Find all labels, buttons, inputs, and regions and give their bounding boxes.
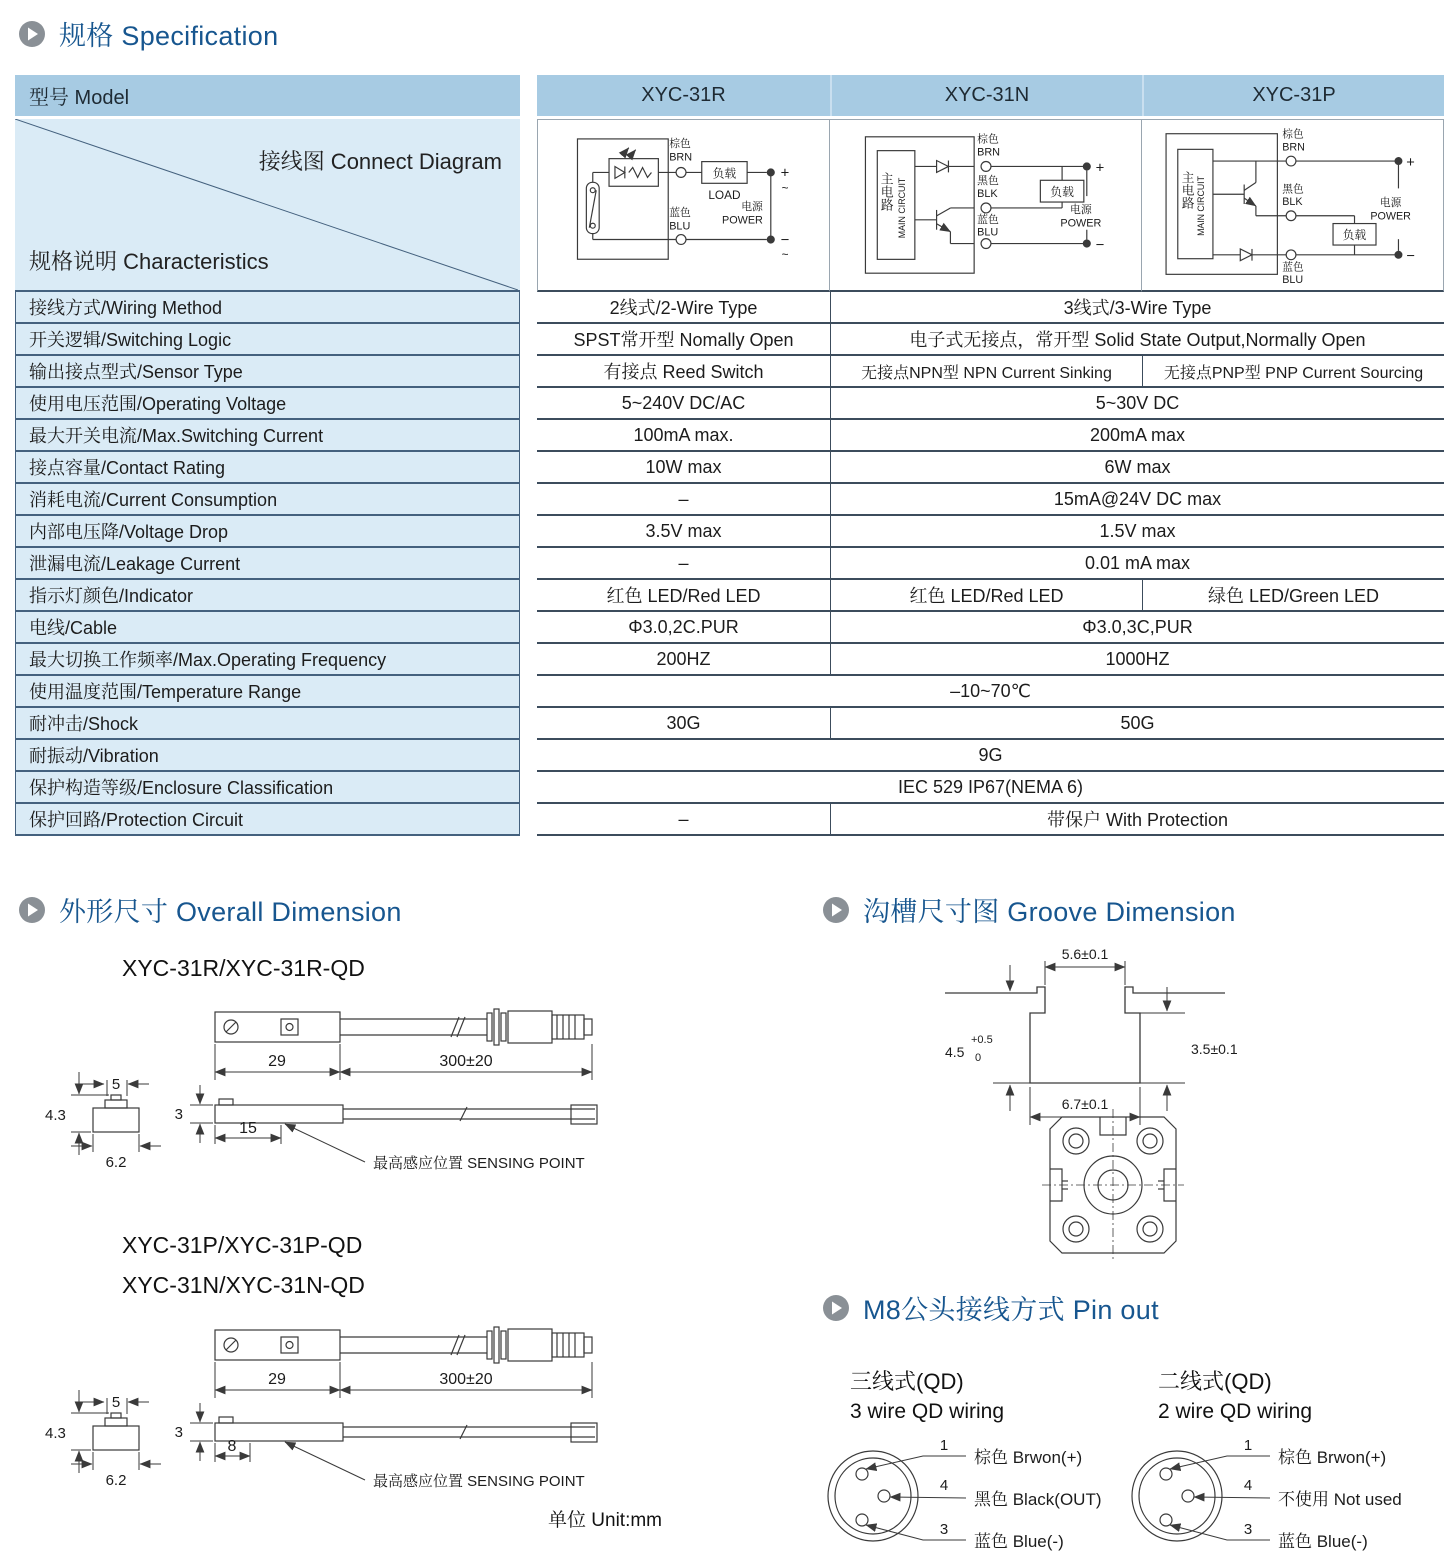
overall-model-p-label: XYC-31P/XYC-31P-QD	[122, 1232, 363, 1258]
spec-row	[15, 548, 1444, 580]
value-cell: 50G	[830, 708, 1444, 740]
value-cell: –	[537, 548, 830, 580]
value-cell: 5~30V DC	[830, 388, 1444, 420]
power-cn: 电源	[740, 200, 763, 213]
spec-table	[15, 75, 1444, 836]
column-gap	[520, 452, 537, 484]
groove-section-title: 沟槽尺寸图 Groove Dimension	[863, 897, 1236, 927]
column-gap	[520, 119, 537, 292]
value-cell: IEC 529 IP67(NEMA 6)	[537, 772, 1444, 804]
value-cell: 30G	[537, 708, 830, 740]
value-cell: 6W max	[830, 452, 1444, 484]
wire-brn-en: BRN	[668, 151, 692, 164]
diagram-cell-r	[537, 119, 830, 292]
dim-body-length: 29	[268, 1371, 286, 1388]
value-cell: –10~70℃	[537, 676, 1444, 708]
column-gap	[520, 516, 537, 548]
spec-section-title: 规格 Specification	[59, 21, 279, 51]
pin-number: 1	[1243, 1437, 1253, 1454]
column-gap	[520, 388, 537, 420]
row-label: 耐冲击/Shock	[15, 708, 520, 740]
wire-blu-cn: 蓝色	[976, 213, 999, 226]
value-cell: –	[537, 484, 830, 516]
diagonal-top-label: 接线图 Connect Diagram	[258, 149, 502, 174]
value-cell: Φ3.0,2C.PUR	[537, 612, 830, 644]
model-name-xyc31n: XYC-31N	[830, 75, 1142, 116]
dim-sensing-offset: 8	[227, 1438, 237, 1455]
spec-row	[15, 324, 1444, 356]
play-icon	[18, 20, 46, 48]
model-name-xyc31r: XYC-31R	[537, 75, 830, 116]
dim-base-width: 6.2	[105, 1472, 127, 1489]
connect-diagram-xyc31n	[836, 121, 1136, 289]
value-cell: 200HZ	[537, 644, 830, 676]
column-gap	[520, 420, 537, 452]
connect-diagram-xyc31r	[540, 121, 828, 289]
row-label: 电线/Cable	[15, 612, 520, 644]
play-icon	[18, 896, 46, 924]
value-cell: 200mA max	[830, 420, 1444, 452]
dim-height: 4.3	[45, 1425, 66, 1442]
row-label: 指示灯颜色/Indicator	[15, 580, 520, 612]
pinout-section-title: M8公头接线方式 Pin out	[863, 1295, 1159, 1325]
spec-row	[15, 356, 1444, 388]
value-cell: 无接点NPN型 NPN Current Sinking	[830, 356, 1142, 388]
overall-model-n-label: XYC-31N/XYC-31N-QD	[122, 1272, 365, 1298]
spec-row	[15, 292, 1444, 324]
pin-label: 蓝色 Blue(-)	[1278, 1532, 1368, 1551]
value-cell: 1.5V max	[830, 516, 1444, 548]
column-gap	[520, 676, 537, 708]
spec-row	[15, 452, 1444, 484]
value-cell: Φ3.0,3C,PUR	[830, 612, 1444, 644]
column-gap	[520, 772, 537, 804]
value-cell: 2线式/2-Wire Type	[537, 292, 830, 324]
diagram-cell-p	[1142, 119, 1444, 292]
value-cell: 15mA@24V DC max	[830, 484, 1444, 516]
column-gap	[520, 548, 537, 580]
dim-thickness: 3	[174, 1106, 183, 1123]
power-en: POWER	[721, 214, 763, 227]
wire-brn-cn: 棕色	[1281, 128, 1304, 141]
pinout-section-header	[822, 1288, 1159, 1327]
dimension-drawing-xyc31r	[35, 1000, 655, 1200]
model-header-cell: 型号 Model	[15, 75, 520, 116]
column-gap	[520, 612, 537, 644]
value-cell: 1000HZ	[830, 644, 1444, 676]
row-label: 使用电压范围/Operating Voltage	[15, 388, 520, 420]
dim-cable-length: 300±20	[439, 1371, 493, 1388]
overall-section-title: 外形尺寸 Overall Dimension	[59, 897, 402, 927]
value-cell: 有接点 Reed Switch	[537, 356, 830, 388]
column-gap	[520, 644, 537, 676]
pinout-2wire-title-en: 2 wire QD wiring	[1158, 1400, 1313, 1423]
main-circuit-cn: 主电路	[1179, 170, 1194, 209]
main-circuit-en: MAIN CIRCUIT	[896, 177, 907, 239]
unit-note: 单位 Unit:mm	[548, 1510, 663, 1531]
power-cn: 电源	[1069, 203, 1092, 216]
column-gap	[520, 75, 537, 116]
minus-sign: −	[780, 232, 789, 249]
pin-label: 不使用 Not used	[1278, 1490, 1402, 1509]
pin-number: 4	[939, 1477, 949, 1494]
value-cell: 5~240V DC/AC	[537, 388, 830, 420]
row-label: 最大切换工作频率/Max.Operating Frequency	[15, 644, 520, 676]
minus-sign: −	[1095, 237, 1104, 254]
spec-row	[15, 580, 1444, 612]
main-circuit-en: MAIN CIRCUIT	[1195, 176, 1206, 236]
column-gap	[520, 356, 537, 388]
column-gap	[520, 292, 537, 324]
pinout-3wire-title-en: 3 wire QD wiring	[850, 1400, 1005, 1423]
pin-label: 蓝色 Blue(-)	[974, 1532, 1064, 1551]
dim-thickness: 3	[174, 1424, 183, 1441]
dimension-drawing-xyc31pn	[35, 1318, 655, 1518]
column-gap	[520, 804, 537, 836]
row-label: 内部电压降/Voltage Drop	[15, 516, 520, 548]
spec-section-header	[18, 14, 278, 53]
cylinder-face-drawing	[1038, 1105, 1188, 1265]
value-cell: 3线式/3-Wire Type	[830, 292, 1444, 324]
column-gap	[520, 580, 537, 612]
spec-row	[15, 516, 1444, 548]
groove-depth-tol-zero: 0	[975, 1052, 982, 1064]
wire-blk-cn: 黑色	[1281, 183, 1304, 196]
load-cn: 负载	[712, 166, 736, 181]
model-name-xyc31p: XYC-31P	[1142, 75, 1444, 116]
spec-row	[15, 388, 1444, 420]
pin-number: 1	[939, 1437, 949, 1454]
minus-sign: −	[1405, 248, 1415, 265]
connect-diagram-xyc31p	[1145, 122, 1441, 288]
load-en: LOAD	[707, 188, 741, 203]
groove-bottom-width: 6.7±0.1	[1061, 1096, 1109, 1112]
row-label: 接线方式/Wiring Method	[15, 292, 520, 324]
plus-sign: +	[1405, 154, 1415, 171]
pin-label: 棕色 Brwon(+)	[974, 1448, 1083, 1467]
dim-height: 4.3	[45, 1107, 66, 1124]
connect-diagram-row	[15, 119, 1444, 292]
dim-base-width: 6.2	[105, 1154, 127, 1171]
tilde-sign: ~	[781, 181, 789, 196]
wire-blk-en: BLK	[1281, 196, 1303, 208]
dim-top-width: 5	[111, 1076, 121, 1093]
groove-inner-depth: 3.5±0.1	[1191, 1041, 1238, 1057]
groove-top-width: 5.6±0.1	[1061, 946, 1109, 962]
pin-number: 3	[1243, 1521, 1253, 1538]
wire-blu-cn: 蓝色	[668, 206, 691, 219]
value-cell: 3.5V max	[537, 516, 830, 548]
pin-number: 4	[1243, 1477, 1253, 1494]
spec-row	[15, 804, 1444, 836]
diagonal-header-cell	[15, 119, 520, 292]
value-cell: 绿色 LED/Green LED	[1142, 580, 1444, 612]
row-label: 泄漏电流/Leakage Current	[15, 548, 520, 580]
value-cell: 9G	[537, 740, 1444, 772]
row-label: 耐振动/Vibration	[15, 740, 520, 772]
power-en: POWER	[1369, 210, 1411, 223]
value-cell: 10W max	[537, 452, 830, 484]
wire-blk-en: BLK	[976, 188, 998, 201]
value-cell: 无接点PNP型 PNP Current Sourcing	[1142, 356, 1444, 388]
dim-cable-length: 300±20	[439, 1053, 493, 1070]
load-cn: 负载	[1049, 185, 1074, 200]
spec-row	[15, 708, 1444, 740]
dim-body-length: 29	[268, 1053, 286, 1070]
value-cell: 红色 LED/Red LED	[537, 580, 830, 612]
spec-row	[15, 484, 1444, 516]
power-en: POWER	[1059, 217, 1101, 230]
wire-blu-en: BLU	[976, 226, 998, 239]
value-cell: 红色 LED/Red LED	[830, 580, 1142, 612]
sensing-point-label: 最高感应位置 SENSING POINT	[373, 1473, 585, 1490]
diagram-cell-n	[830, 119, 1142, 292]
spec-row	[15, 740, 1444, 772]
row-label: 消耗电流/Current Consumption	[15, 484, 520, 516]
diagonal-bottom-label: 规格说明 Characteristics	[29, 249, 269, 274]
spec-row	[15, 420, 1444, 452]
row-label: 输出接点型式/Sensor Type	[15, 356, 520, 388]
row-label: 最大开关电流/Max.Switching Current	[15, 420, 520, 452]
pinout-3wire-title-cn: 三线式(QD)	[850, 1369, 964, 1394]
overall-model-r-label: XYC-31R/XYC-31R-QD	[122, 955, 365, 981]
spec-row	[15, 772, 1444, 804]
column-gap	[520, 324, 537, 356]
column-gap	[520, 740, 537, 772]
wire-brn-en: BRN	[1281, 141, 1305, 154]
column-gap	[520, 484, 537, 516]
wire-brn-cn: 棕色	[976, 133, 999, 146]
dim-top-width: 5	[111, 1394, 121, 1411]
row-label: 使用温度范围/Temperature Range	[15, 676, 520, 708]
wire-brn-cn: 棕色	[668, 137, 691, 150]
groove-section-header	[822, 890, 1236, 929]
power-cn: 电源	[1379, 196, 1401, 209]
groove-depth-tol-plus: +0.5	[971, 1034, 993, 1046]
row-label: 保护回路/Protection Circuit	[15, 804, 520, 836]
value-cell: 带保户 With Protection	[830, 804, 1444, 836]
plus-sign: +	[780, 165, 789, 182]
value-cell: –	[537, 804, 830, 836]
spec-row	[15, 644, 1444, 676]
load-cn: 负载	[1342, 229, 1366, 243]
value-cell: 电子式无接点，常开型 Solid State Output,Normally Open	[830, 324, 1444, 356]
play-icon	[822, 1294, 850, 1322]
spec-table-header-row	[15, 75, 1444, 116]
overall-section-header	[18, 890, 402, 929]
pin-label: 黑色 Black(OUT)	[974, 1490, 1102, 1509]
column-gap	[520, 708, 537, 740]
pinout-2wire-connector	[1122, 1428, 1422, 1560]
spec-row	[15, 676, 1444, 708]
wire-blu-en: BLU	[668, 220, 690, 233]
wire-brn-en: BRN	[976, 146, 1000, 159]
pin-number: 3	[939, 1521, 949, 1538]
value-cell: 0.01 mA max	[830, 548, 1444, 580]
row-label: 开关逻辑/Switching Logic	[15, 324, 520, 356]
wire-blk-cn: 黑色	[976, 175, 999, 188]
sensing-point-label: 最高感应位置 SENSING POINT	[373, 1155, 585, 1172]
value-cell: 100mA max.	[537, 420, 830, 452]
pinout-2wire-title-cn: 二线式(QD)	[1158, 1369, 1272, 1394]
row-label: 保护构造等级/Enclosure Classification	[15, 772, 520, 804]
spec-row	[15, 612, 1444, 644]
dim-sensing-offset: 15	[239, 1120, 257, 1137]
play-icon	[822, 896, 850, 924]
row-label: 接点容量/Contact Rating	[15, 452, 520, 484]
plus-sign: +	[1095, 160, 1104, 177]
pinout-3wire-connector	[818, 1428, 1118, 1560]
wire-blu-cn: 蓝色	[1281, 261, 1304, 274]
value-cell: SPST常开型 Nomally Open	[537, 324, 830, 356]
tilde-sign: ~	[781, 247, 789, 262]
wire-blu-en: BLU	[1281, 274, 1303, 287]
main-circuit-cn: 主电路	[878, 172, 894, 211]
groove-depth: 4.5	[945, 1044, 965, 1060]
pin-label: 棕色 Brwon(+)	[1278, 1448, 1387, 1467]
